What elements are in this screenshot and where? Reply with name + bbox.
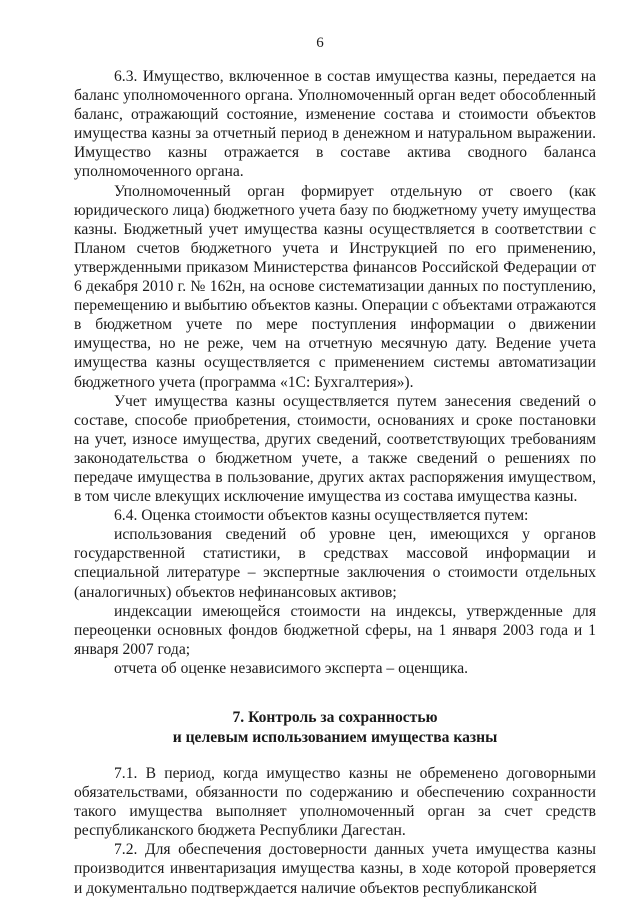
paragraph-valuation-statistics: использования сведений об уровне цен, имеющихся у органов государственной статистики, в средствах массовой информации и специальной литературе – экспертные заключения о стоимости отдельных (аналогичных) объектов нефинансовых активов; <box>74 526 596 601</box>
paragraph-7-1: 7.1. В период, когда имущество казны не обременено договорными обязательствами, обязанности по содержанию и обеспечению сохранности такого имущества выполняет уполномоченный орган за счет средств республиканского бюджета Республики Дагестан. <box>74 765 596 840</box>
document-body <box>74 67 596 898</box>
paragraph-valuation-indexation: индексации имеющейся стоимости на индексы, утвержденные для переоценки основных фондов бюджетной сферы, на 1 января 2003 года и 1 января 2007 года; <box>74 602 596 658</box>
paragraph-accounting-base: Уполномоченный орган формирует отдельную от своего (как юридического лица) бюджетного учета базу по бюджетному учету имущества казны. Бюджетный учет имущества казны осуществляется в соответствии с Планом счетов бюджетного учета и Инструкцией по его применению, утвержденными приказом Министерства финансов Российской Федерации от 6 декабря 2010 г. № 162н, на основе систематизации данных по поступлению, перемещению и выбытию объектов казны. Операции с объектами отражаются в бюджетном учете по мере поступления информации о движении имущества, но не реже, чем на отчетную месячную дату. Ведение учета имущества казны осуществляется с применением системы автоматизации бюджетного учета (программа «1С: Бухгалтерия»). <box>74 182 596 391</box>
section-heading-line-1: 7. Контроль за сохранностью <box>232 709 438 726</box>
section-heading-line-2: и целевым использованием имущества казны <box>172 728 498 746</box>
paragraph-accounting-records: Учет имущества казны осуществляется путем занесения сведений о составе, способе приобретения, стоимости, основаниях и сроке постановки на учет, износе имущества, других сведений, соответствующих требованиям законодательства о бюджетном учете, а также сведений о решениях по передаче имущества в пользование, других актах распоряжения имуществом, в том числе влекущих исключение имущества из состава имущества казны. <box>74 392 596 506</box>
section-heading-7 <box>74 708 596 747</box>
paragraph-7-2: 7.2. Для обеспечения достоверности данных учета имущества казны производится инвентаризация имущества казны, в ходе которой проверяется и документально подтверждается наличие объектов республиканской <box>74 841 596 897</box>
paragraph-6-3: 6.3. Имущество, включенное в состав имущества казны, передается на баланс уполномоченного органа. Уполномоченный орган ведет обособленный баланс, отражающий состояние, изменение состава и стоимости объектов имущества казны за отчетный период в денежном и натуральном выражении. Имущество казны отражается в составе актива сводного баланса уполномоченного органа. <box>74 68 596 181</box>
page-number: 6 <box>316 35 324 51</box>
paragraph-6-4: 6.4. Оценка стоимости объектов казны осуществляется путем: <box>114 507 529 525</box>
paragraph-valuation-expert: отчета об оценке независимого эксперта – оценщика. <box>114 659 469 677</box>
